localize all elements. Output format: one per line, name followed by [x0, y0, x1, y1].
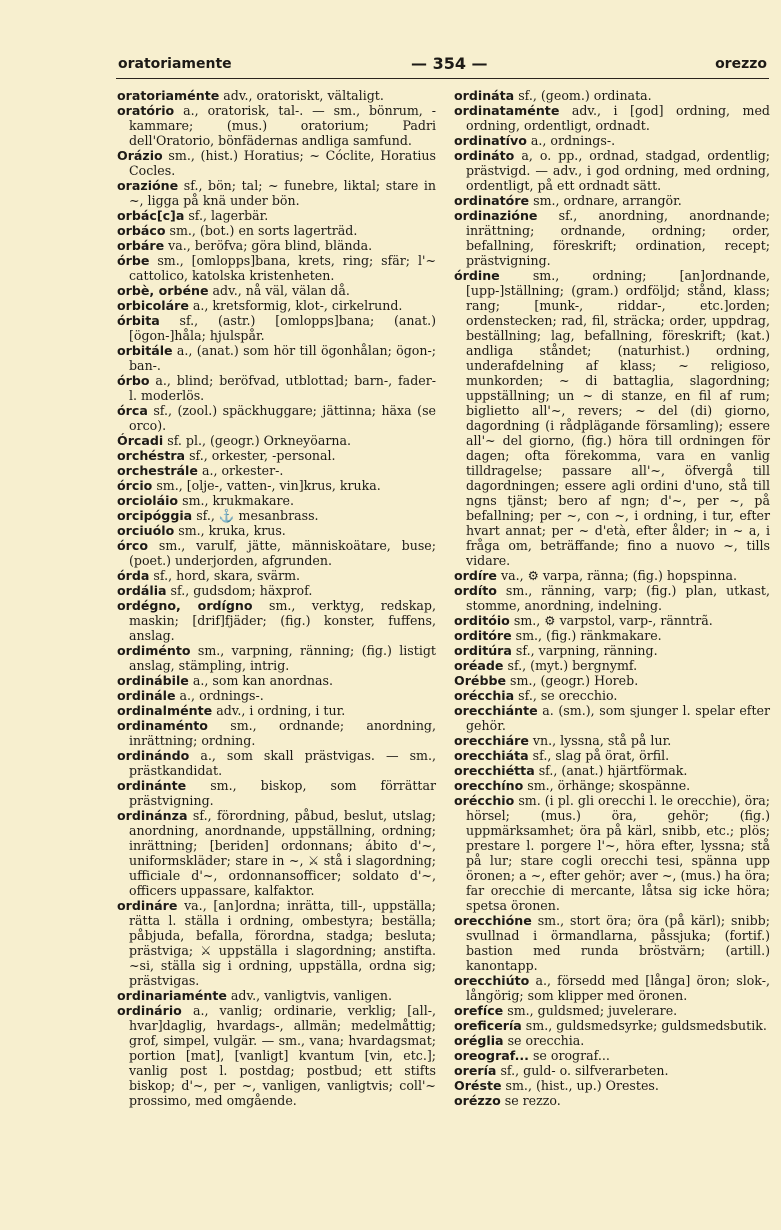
page-header: [116, 52, 769, 79]
dictionary-entry: [117, 283, 436, 298]
page-number: — 354 —: [411, 54, 488, 73]
entry-headword: orbác[c]a: [117, 208, 185, 223]
dictionary-entry: [117, 313, 436, 343]
dictionary-entry: [454, 658, 770, 673]
dictionary-entry: [454, 268, 770, 568]
dictionary-entry: [454, 778, 770, 793]
dictionary-entry: [454, 613, 770, 628]
entry-headword: ordinánte: [117, 778, 187, 793]
entry-definition: a., orkester-.: [201, 463, 284, 478]
entry-headword: orbè, orbéne: [117, 283, 209, 298]
entry-headword: ordinábile: [117, 673, 189, 688]
dictionary-entry: [117, 103, 436, 148]
entry-definition: adv., vanligtvis, vanligen.: [230, 988, 393, 1003]
entry-headword: ordinazióne: [454, 208, 538, 223]
dictionary-entry: [454, 1018, 770, 1033]
entry-headword: oréglia: [454, 1033, 504, 1048]
entry-definition: adv., nå väl, välan då.: [212, 283, 350, 298]
entry-headword: orditóio: [454, 613, 510, 628]
entry-definition: a., försedd med [långa] öron; slok-, långörig; som klipper med öronen.: [466, 973, 770, 1003]
entry-headword: ordináto: [454, 148, 515, 163]
dictionary-entry: [117, 208, 436, 223]
dictionary-entry: [117, 568, 436, 583]
entry-headword: orchestrále: [117, 463, 198, 478]
entry-headword: orefíce: [454, 1003, 504, 1018]
entry-definition: sf., slag på örat, örfil.: [532, 748, 670, 763]
entry-headword: orcipóggia: [117, 508, 193, 523]
entry-headword: ordinánza: [117, 808, 188, 823]
entry-headword: Órcadi: [117, 433, 164, 448]
entry-headword: ordináta: [454, 88, 515, 103]
dictionary-entry: [117, 1003, 436, 1108]
entry-definition: sm., ⚙ varpstol, varp-, ränntrã.: [513, 613, 713, 628]
dictionary-entry: [454, 793, 770, 913]
entry-headword: orecchiétta: [454, 763, 535, 778]
entry-headword: ordália: [117, 583, 167, 598]
entry-headword: orecchiánte: [454, 703, 538, 718]
dictionary-entry: [454, 568, 770, 583]
entry-headword: ordinále: [117, 688, 176, 703]
entry-definition: sm., ordnare, arrangör.: [533, 193, 682, 208]
dictionary-entry: [454, 1048, 770, 1063]
entry-definition: sm., krukmakare.: [182, 493, 294, 508]
entry-definition: sf., gudsdom; häxprof.: [170, 583, 313, 598]
entry-definition: sf., hord, skara, svärm.: [153, 568, 301, 583]
entry-definition: sf., (geom.) ordinata.: [518, 88, 652, 103]
entry-definition: se orecchia.: [507, 1033, 585, 1048]
entry-headword: órca: [117, 403, 148, 418]
entry-definition: sm., varulf, jätte, människoätare, buse; (poet.) underjorden, afgrunden.: [129, 538, 436, 568]
entry-definition: a. (sm.), som sjunger l. spelar efter gehör.: [466, 703, 770, 733]
left-column: [117, 88, 436, 1108]
entry-definition: va., ⚙ varpa, ränna; (fig.) hopspinna.: [500, 568, 737, 583]
entry-headword: órda: [117, 568, 150, 583]
entry-headword: órdine: [454, 268, 500, 283]
dictionary-entry: [117, 253, 436, 283]
dictionary-entry: [117, 718, 436, 748]
dictionary-entry: [454, 193, 770, 208]
entry-headword: ordinándo: [117, 748, 190, 763]
entry-headword: órco: [117, 538, 148, 553]
dictionary-entry: [117, 703, 436, 718]
dictionary-entry: [454, 673, 770, 688]
entry-definition: adv., oratoriskt, vältaligt.: [223, 88, 384, 103]
entry-definition: va., beröfva; göra blind, blända.: [168, 238, 373, 253]
entry-headword: ordináre: [117, 898, 178, 913]
dictionary-entry: [117, 238, 436, 253]
entry-headword: orciuólo: [117, 523, 175, 538]
entry-definition: sm., [omlopps]bana, krets, ring; sfär; l'~ cattolico, katolska kristenheten.: [129, 253, 436, 283]
dictionary-entry: [454, 133, 770, 148]
entry-definition: sm., varpning, ränning; (fig.) listigt anslag, stämpling, intrig.: [129, 643, 436, 673]
entry-definition: va., [an]ordna; inrätta, till-, uppställa; rätta l. ställa i ordning, ombestyra; beställa; påbjuda, befalla, förordna, stadga; besluta; prästviga; ⚔ uppställa i slagordning; anstifta. ~si, ställa sig i ordning, uppställa, ordna sig; prästvigas.: [129, 898, 436, 988]
entry-headword: orditúra: [454, 643, 512, 658]
dictionary-entry: [454, 1003, 770, 1018]
dictionary-entry: [117, 223, 436, 238]
entry-definition: sm., (hist., up.) Orestes.: [505, 1078, 659, 1093]
dictionary-entry: [117, 988, 436, 1003]
entry-headword: órbe: [117, 253, 150, 268]
entry-definition: sf., anordning, anordnande; inrättning; ordnande, ordning; order, befallning, föreskrift; ordination, recept; prästvigning.: [466, 208, 770, 268]
dictionary-entry: [117, 463, 436, 478]
entry-definition: sf., orkester, -personal.: [189, 448, 336, 463]
entry-headword: oratório: [117, 103, 175, 118]
entry-headword: orecchiúto: [454, 973, 530, 988]
entry-definition: a., (anat.) som hör till ögonhålan; ögon-; ban-.: [129, 343, 436, 373]
entry-definition: a., blind; beröfvad, utblottad; barn-, fader- l. moderlös.: [129, 373, 436, 403]
entry-definition: a., oratorisk, tal-. — sm., bönrum, -kammare; (mus.) oratorium; Padri dell'Oratorio, bönfädernas andliga samfund.: [129, 103, 436, 148]
entry-definition: sf., (zool.) späckhuggare; jättinna; häxa (se orco).: [129, 403, 436, 433]
dictionary-entry: [117, 688, 436, 703]
entry-definition: sm., ordning; [an]ordnande, [upp-]ställning; (gram.) ordföljd; stånd, klass; rang; [munk-, riddar-, etc.]orden; ordenstecken; rad, fil, sträcka; order, uppdrag, beställning; lag, befallning, föreskrift; (kat.) andliga ståndet; (naturhist.) ordning, underafdelning af klass; ~ religioso, munkorden; ~ di battaglia, slagordning; uppställning; un ~ di stanze, en fil af rum; biglietto all'~, revers; ~ del (di) giorno, dagordning (i rådplägande församling); essere all'~ del giorno, (fig.) höra till ordningen för dagen; ofta förekomma, vara en vanlig tilldragelse; passare all'~, öfvergå till dagordningen; essere agli ordini d'uno, stå till ngns tjänst; bero af ngn; d'~, per ~, på befallning; per ~, con ~, i ordning, i tur, efter hvart annat; per ~ d'età, efter ålder; in ~ a, i fråga om, beträffande; fino a nuovo ~, tills vidare.: [466, 268, 770, 568]
entry-headword: orbáco: [117, 223, 166, 238]
entry-definition: adv., i [god] ordning, med ordning, ordentligt, ordnadt.: [466, 103, 770, 133]
entry-definition: sf. pl., (geogr.) Orkneyöarna.: [167, 433, 352, 448]
header-first-word: oratoriamente: [118, 56, 232, 72]
entry-headword: orditóre: [454, 628, 512, 643]
dictionary-entry: [117, 583, 436, 598]
entry-definition: sm., stort öra; öra (på kärl); snibb; svullnad i örmandlarna, påssjuka; (fortif.) bastion med runda bröstvärn; (artill.) kanontapp.: [466, 913, 770, 973]
entry-definition: sf., förordning, påbud, beslut, utslag; anordning, anordnande, uppställning, ordning; inrättning; [beriden] ordonnans; ábito d'~, uniformskläder; stare in ~, ⚔ stå i slagordning; ufficiale d'~, ordonnansofficer; soldato d'~, officers uppassare, kalfaktor.: [129, 808, 436, 898]
dictionary-entry: [454, 628, 770, 643]
dictionary-entry: [454, 103, 770, 133]
entry-definition: sf., varpning, ränning.: [515, 643, 658, 658]
header-last-word: orezzo: [715, 56, 767, 72]
entry-headword: orecchíno: [454, 778, 524, 793]
dictionary-entry: [454, 583, 770, 613]
dictionary-entry: [454, 748, 770, 763]
dictionary-entry: [117, 448, 436, 463]
entry-headword: ordinário: [117, 1003, 182, 1018]
dictionary-entry: [117, 673, 436, 688]
dictionary-entry: [454, 1093, 770, 1108]
dictionary-entry: [117, 433, 436, 448]
entry-definition: sf., se orecchio.: [518, 688, 618, 703]
dictionary-entry: [117, 643, 436, 673]
entry-headword: Oréste: [454, 1078, 502, 1093]
entry-headword: ordíto: [454, 583, 497, 598]
entry-headword: orecchióne: [454, 913, 532, 928]
entry-definition: sm., (bot.) en sorts lagerträd.: [169, 223, 358, 238]
dictionary-entry: [117, 493, 436, 508]
dictionary-entry: [117, 88, 436, 103]
entry-headword: ordinataménte: [454, 103, 560, 118]
dictionary-entry: [454, 643, 770, 658]
dictionary-entry: [117, 148, 436, 178]
dictionary-entry: [117, 748, 436, 778]
dictionary-entry: [454, 1078, 770, 1093]
dictionary-entry: [454, 148, 770, 193]
dictionary-entry: [117, 403, 436, 433]
dictionary-entry: [117, 478, 436, 493]
dictionary-entry: [454, 1033, 770, 1048]
entry-headword: oréade: [454, 658, 504, 673]
entry-definition: sm. (i pl. gli orecchi l. le orecchie), öra; hörsel; (mus.) öra, gehör; (fig.) uppmärksamhet; öra på kärl, snibb, etc.; plös; prestare l. porgere l'~, höra efter, lyssna; stå på lur; stare cogli orecchi tesi, spänna upp öronen; a ~, efter gehör; aver ~, (mus.) ha öra; far orecchie di mercante, låtsa sig icke höra; spetsa öronen.: [466, 793, 770, 913]
dictionary-entry: [117, 178, 436, 208]
entry-definition: sm., (fig.) ränkmakare.: [515, 628, 662, 643]
entry-headword: Orázio: [117, 148, 163, 163]
dictionary-entry: [117, 898, 436, 988]
dictionary-entry: [454, 688, 770, 703]
dictionary-entry: [117, 778, 436, 808]
entry-definition: a., kretsformig, klot-, cirkelrund.: [192, 298, 403, 313]
entry-definition: a., som skall prästvigas. — sm., prästkandidat.: [129, 748, 436, 778]
entry-headword: orbicoláre: [117, 298, 189, 313]
entry-definition: a., ordnings-.: [530, 133, 616, 148]
entry-definition: sf., guld- o. silfverarbeten.: [500, 1063, 669, 1078]
entry-definition: sm., ränning, varp; (fig.) plan, utkast, stomme, anordning, indelning.: [466, 583, 770, 613]
entry-definition: se orograf...: [532, 1048, 610, 1063]
entry-headword: ordinariaménte: [117, 988, 227, 1003]
dictionary-entry: [454, 703, 770, 733]
entry-definition: sm., örhänge; skospänne.: [527, 778, 691, 793]
entry-definition: sm., ordnande; anordning, inrättning; ordning.: [129, 718, 436, 748]
entry-headword: oratoriaménte: [117, 88, 220, 103]
entry-definition: sm., kruka, krus.: [178, 523, 286, 538]
entry-headword: orecchiáta: [454, 748, 529, 763]
right-column: [454, 88, 770, 1108]
entry-definition: sf., (astr.) [omlopps]bana; (anat.) [ögon-]håla; hjulspår.: [129, 313, 436, 343]
dictionary-entry: [117, 598, 436, 643]
entry-definition: vn., lyssna, stå på lur.: [532, 733, 672, 748]
entry-headword: Orébbe: [454, 673, 507, 688]
dictionary-entry: [117, 343, 436, 373]
entry-definition: a., ordnings-.: [179, 688, 264, 703]
entry-headword: ordégno, ordígno: [117, 598, 253, 613]
entry-headword: oreograf...: [454, 1048, 529, 1063]
entry-headword: ordinaménto: [117, 718, 208, 733]
dictionary-entry: [454, 973, 770, 1003]
entry-headword: orbáre: [117, 238, 165, 253]
dictionary-entry: [454, 913, 770, 973]
dictionary-entry: [117, 538, 436, 568]
entry-headword: ordinalménte: [117, 703, 213, 718]
entry-definition: sm., verktyg, redskap, maskin; [drif]fjäder; (fig.) konster, fuffens, anslag.: [129, 598, 436, 643]
entry-headword: orécchia: [454, 688, 515, 703]
entry-headword: orbitále: [117, 343, 173, 358]
dictionary-entry: [454, 1063, 770, 1078]
dictionary-entry: [117, 523, 436, 538]
entry-definition: sm., guldsmed; juvelerare.: [507, 1003, 678, 1018]
dictionary-entry: [454, 208, 770, 268]
entry-definition: sf., bön; tal; ~ funebre, liktal; stare in ~, ligga på knä under bön.: [129, 178, 436, 208]
entry-definition: sm., guldsmedsyrke; guldsmedsbutik.: [525, 1018, 767, 1033]
entry-headword: órbo: [117, 373, 150, 388]
dictionary-entry: [454, 88, 770, 103]
entry-definition: sf., ⚓ mesanbrass.: [196, 508, 319, 523]
entry-definition: sm., (geogr.) Horeb.: [510, 673, 639, 688]
entry-definition: a, o. pp., ordnad, stadgad, ordentlig; prästvigd. — adv., i god ordning, med ordning, ordentligt, på ett ordnadt sätt.: [466, 148, 770, 193]
entry-headword: orecchiáre: [454, 733, 529, 748]
dictionary-entry: [454, 763, 770, 778]
dictionary-entry: [117, 298, 436, 313]
entry-headword: ordinatóre: [454, 193, 530, 208]
entry-definition: sf., lagerbär.: [188, 208, 269, 223]
entry-headword: orazióne: [117, 178, 179, 193]
entry-headword: orchéstra: [117, 448, 186, 463]
entry-headword: orería: [454, 1063, 497, 1078]
entry-headword: órcio: [117, 478, 153, 493]
entry-definition: sm., [olje-, vatten-, vin]krus, kruka.: [156, 478, 381, 493]
entry-definition: a., som kan anordnas.: [192, 673, 334, 688]
entry-headword: oreficería: [454, 1018, 522, 1033]
entry-definition: adv., i ordning, i tur.: [216, 703, 346, 718]
dictionary-entry: [117, 373, 436, 403]
entry-definition: sm., biskop, som förrättar prästvigning.: [129, 778, 436, 808]
entry-headword: ordíre: [454, 568, 497, 583]
entry-headword: ordiménto: [117, 643, 191, 658]
dictionary-entry: [454, 733, 770, 748]
entry-headword: orézzo: [454, 1093, 501, 1108]
dictionary-entry: [117, 508, 436, 523]
entry-definition: sf., (myt.) bergnymf.: [507, 658, 638, 673]
entry-headword: órbita: [117, 313, 160, 328]
entry-definition: a., vanlig; ordinarie, verklig; [all-, hvar]daglig, hvardags-, allmän; medelmåttig; grof, simpel, vulgär. — sm., vana; hvardagsmat; portion [mat], [vanligt] kvantum [vin, etc.]; vanlig post l. postdag; postbud; ett stifts biskop; d'~, per ~, vanligen, vanligtvis; coll'~ prossimo, med omgående.: [129, 1003, 436, 1108]
entry-headword: orcioláio: [117, 493, 179, 508]
entry-headword: ordinatívo: [454, 133, 527, 148]
entry-definition: sm., (hist.) Horatius; ~ Cóclite, Horatius Cocles.: [129, 148, 436, 178]
dictionary-entry: [117, 808, 436, 898]
entry-definition: se rezzo.: [504, 1093, 561, 1108]
entry-definition: sf., (anat.) hjärtförmak.: [538, 763, 688, 778]
entry-headword: orécchio: [454, 793, 515, 808]
